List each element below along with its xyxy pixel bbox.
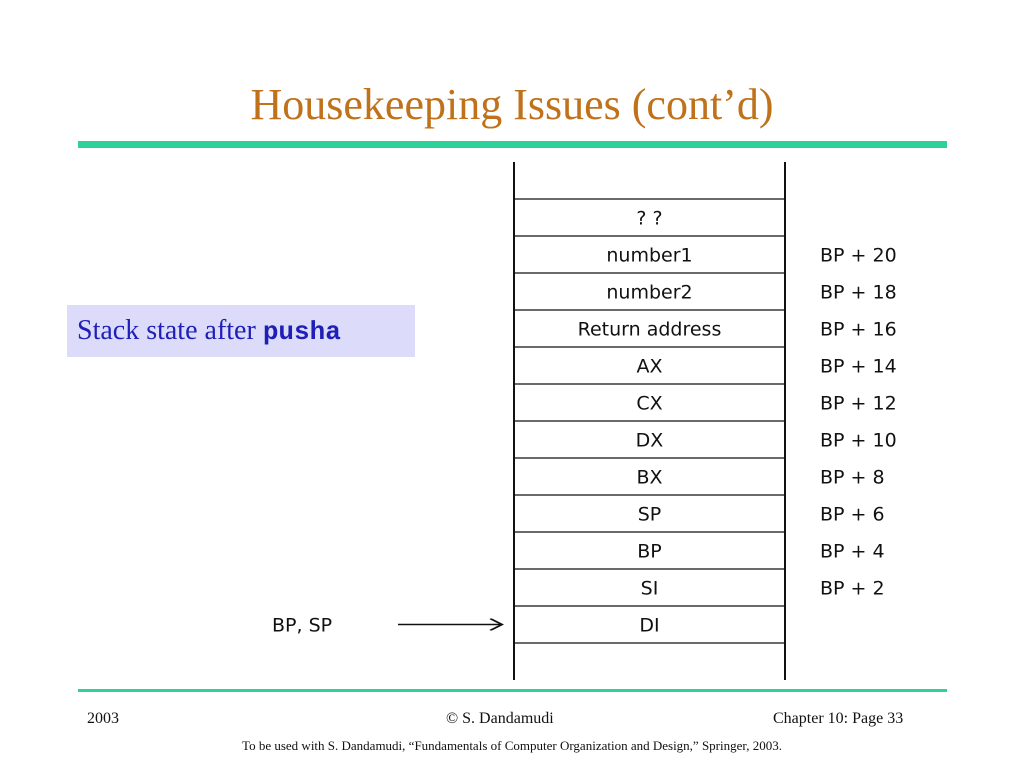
stack-offset-label: BP + 8 <box>820 466 885 489</box>
footer-citation: To be used with S. Dandamudi, “Fundamentals of Computer Organization and Design,” Springer, 2003. <box>242 738 782 753</box>
stack-offset-label: BP + 2 <box>820 577 885 600</box>
stack-frame <box>272 162 897 680</box>
footer-page-number: Chapter 10: Page 33 <box>773 710 904 727</box>
stack-cell-label: AX <box>636 355 663 378</box>
stack-offset-label: BP + 16 <box>820 318 897 341</box>
stack-cell-label: CX <box>636 392 663 415</box>
stack-cell-label: number1 <box>606 244 693 267</box>
stack-offset-label: BP + 10 <box>820 429 897 452</box>
stack-cell-label: SI <box>640 577 659 600</box>
callout-code: pusha <box>262 317 341 347</box>
stack-cell-label: ? ? <box>636 207 663 230</box>
stack-cell-label: BP <box>637 540 662 563</box>
stack-cell-label: DX <box>635 429 664 452</box>
stack-offset-label: BP + 12 <box>820 392 897 415</box>
stack-offset-label: BP + 4 <box>820 540 885 563</box>
stack-offset-label: BP + 6 <box>820 503 885 526</box>
stack-offset-label: BP + 20 <box>820 244 897 267</box>
stack-offset-label: BP + 14 <box>820 355 897 378</box>
pointer-label: BP, SP <box>272 614 333 637</box>
bottom-divider <box>78 689 947 692</box>
slide-title: Housekeeping Issues (cont’d) <box>250 80 774 129</box>
stack-cell-label: DI <box>639 614 660 637</box>
callout-text: Stack state after <box>77 315 263 346</box>
stack-offset-label: BP + 18 <box>820 281 897 304</box>
stack-cell-label: BX <box>636 466 663 489</box>
footer-author: © S. Dandamudi <box>446 710 554 727</box>
stack-cell-label: Return address <box>577 318 722 341</box>
stack-cell-label: number2 <box>606 281 693 304</box>
footer-year: 2003 <box>87 710 119 727</box>
stack-cell-label: SP <box>637 503 662 526</box>
